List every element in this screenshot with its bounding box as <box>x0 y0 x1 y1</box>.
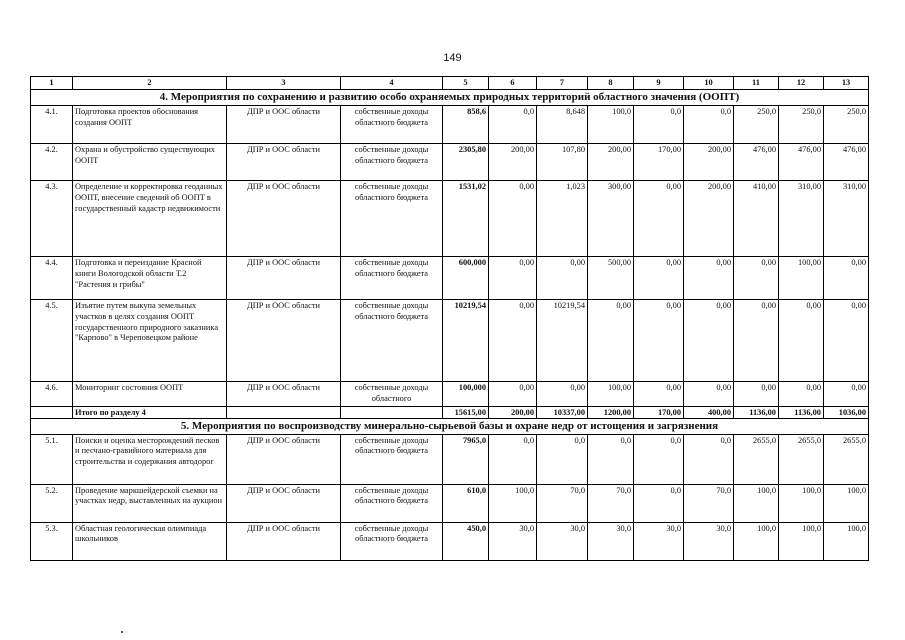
scan-speck <box>121 631 123 633</box>
table-row <box>31 522 869 560</box>
year-value: 310,00 <box>824 181 869 257</box>
total-value: 858,6 <box>443 106 489 144</box>
total-year-value: 10337,00 <box>537 406 588 418</box>
executor: ДПР и ООС области <box>227 300 341 382</box>
column-number: 8 <box>588 77 634 90</box>
empty-cell <box>31 406 73 418</box>
year-value: 0,00 <box>489 257 537 300</box>
measure-name: Подготовка проектов обоснования создания ООПТ <box>73 106 227 144</box>
funding-source: собственные доходы областного бюджета <box>341 522 443 560</box>
year-value: 0,0 <box>537 434 588 484</box>
year-value: 300,00 <box>588 181 634 257</box>
row-number: 5.2. <box>31 484 73 522</box>
year-value: 0,0 <box>588 434 634 484</box>
row-number: 4.2. <box>31 144 73 181</box>
funding-source: собственные доходы областного бюджета <box>341 434 443 484</box>
measure-name: Поиски и оценка месторождений песков и песчано-гравийного материала для строительства и содержания автодорог <box>73 434 227 484</box>
measure-name: Изъятие путем выкупа земельных участков в целях создания ООПТ государственного природного заказника "Карпово" в Череповецком районе <box>73 300 227 382</box>
section-heading <box>31 90 869 106</box>
row-number: 4.6. <box>31 382 73 407</box>
funding-source: собственные доходы областного бюджета <box>341 484 443 522</box>
year-value: 2655,0 <box>734 434 779 484</box>
funding-source: собственные доходы областного бюджета <box>341 144 443 181</box>
measure-name: Мониторинг состояния ООПТ <box>73 382 227 407</box>
total-year-value: 1136,00 <box>779 406 824 418</box>
year-value: 250,0 <box>824 106 869 144</box>
empty-cell <box>227 406 341 418</box>
year-value: 250,0 <box>779 106 824 144</box>
year-value: 100,0 <box>779 522 824 560</box>
measure-name: Определение и корректировка геоданных ООПТ, внесение сведений об ООПТ в государственный кадастр недвижимости <box>73 181 227 257</box>
funding-source: собственные доходы областного бюджета <box>341 300 443 382</box>
total-year-value: 200,00 <box>489 406 537 418</box>
total-value: 15615,00 <box>443 406 489 418</box>
total-year-value: 170,00 <box>634 406 684 418</box>
column-number: 4 <box>341 77 443 90</box>
year-value: 410,00 <box>734 181 779 257</box>
year-value: 170,00 <box>634 144 684 181</box>
year-value: 0,00 <box>824 257 869 300</box>
row-number: 4.5. <box>31 300 73 382</box>
total-year-value: 1036,00 <box>824 406 869 418</box>
year-value: 0,0 <box>489 106 537 144</box>
year-value: 30,0 <box>588 522 634 560</box>
year-value: 0,00 <box>684 300 734 382</box>
year-value: 200,00 <box>684 144 734 181</box>
total-value: 450,0 <box>443 522 489 560</box>
year-value: 107,80 <box>537 144 588 181</box>
column-number: 11 <box>734 77 779 90</box>
column-number: 1 <box>31 77 73 90</box>
year-value: 0,0 <box>489 434 537 484</box>
column-number: 12 <box>779 77 824 90</box>
row-number: 5.1. <box>31 434 73 484</box>
year-value: 100,0 <box>489 484 537 522</box>
year-value: 476,00 <box>779 144 824 181</box>
executor: ДПР и ООС области <box>227 484 341 522</box>
total-year-value: 1136,00 <box>734 406 779 418</box>
executor: ДПР и ООС области <box>227 434 341 484</box>
page-number: 149 <box>443 52 462 64</box>
year-value: 0,00 <box>779 382 824 407</box>
executor: ДПР и ООС области <box>227 144 341 181</box>
section-4-title: 4. Мероприятия по сохранению и развитию особо охраняемых природных территорий областного значения (ООПТ) <box>31 90 869 106</box>
year-value: 2655,0 <box>824 434 869 484</box>
year-value: 0,00 <box>779 300 824 382</box>
year-value: 0,00 <box>634 300 684 382</box>
year-value: 0,0 <box>634 484 684 522</box>
total-value: 2305,80 <box>443 144 489 181</box>
column-number: 13 <box>824 77 869 90</box>
section-total-row <box>31 406 869 418</box>
measure-name: Областная геологическая олимпиада школьников <box>73 522 227 560</box>
year-value: 250,0 <box>734 106 779 144</box>
measure-name: Проведение маркшейдерской съемки на участках недр, выставленных на аукцион <box>73 484 227 522</box>
year-value: 0,0 <box>634 434 684 484</box>
executor: ДПР и ООС области <box>227 106 341 144</box>
row-number: 4.1. <box>31 106 73 144</box>
year-value: 200,00 <box>588 144 634 181</box>
year-value: 70,0 <box>588 484 634 522</box>
column-number: 9 <box>634 77 684 90</box>
table-row <box>31 257 869 300</box>
table-row <box>31 382 869 407</box>
column-number: 2 <box>73 77 227 90</box>
column-number: 10 <box>684 77 734 90</box>
year-value: 100,00 <box>588 382 634 407</box>
year-value: 100,0 <box>588 106 634 144</box>
table-row <box>31 144 869 181</box>
program-measures-table <box>30 76 869 561</box>
year-value: 476,00 <box>734 144 779 181</box>
row-number: 5.3. <box>31 522 73 560</box>
section-5-title: 5. Мероприятия по воспроизводству минерально-сырьевой базы и охране недр от истощения и загрязнения <box>31 418 869 434</box>
year-value: 1,023 <box>537 181 588 257</box>
year-value: 30,0 <box>684 522 734 560</box>
total-value: 600,000 <box>443 257 489 300</box>
table-row <box>31 484 869 522</box>
year-value: 0,00 <box>824 300 869 382</box>
table-row <box>31 434 869 484</box>
year-value: 200,00 <box>489 144 537 181</box>
year-value: 30,0 <box>537 522 588 560</box>
total-value: 610,0 <box>443 484 489 522</box>
year-value: 0,00 <box>734 257 779 300</box>
column-number: 6 <box>489 77 537 90</box>
year-value: 310,00 <box>779 181 824 257</box>
funding-source: собственные доходы областного <box>341 382 443 407</box>
year-value: 70,0 <box>537 484 588 522</box>
total-year-value: 400,00 <box>684 406 734 418</box>
year-value: 0,00 <box>489 382 537 407</box>
year-value: 0,00 <box>634 257 684 300</box>
year-value: 100,00 <box>779 257 824 300</box>
year-value: 0,00 <box>734 300 779 382</box>
table-row <box>31 181 869 257</box>
total-value: 7965,0 <box>443 434 489 484</box>
total-value: 1531,02 <box>443 181 489 257</box>
year-value: 100,0 <box>824 484 869 522</box>
year-value: 0,00 <box>588 300 634 382</box>
year-value: 0,00 <box>684 382 734 407</box>
year-value: 30,0 <box>634 522 684 560</box>
column-number-row <box>31 77 869 90</box>
empty-cell <box>341 406 443 418</box>
year-value: 10219,54 <box>537 300 588 382</box>
year-value: 200,00 <box>684 181 734 257</box>
year-value: 8,648 <box>537 106 588 144</box>
year-value: 0,00 <box>537 382 588 407</box>
year-value: 0,00 <box>634 181 684 257</box>
year-value: 0,00 <box>634 382 684 407</box>
year-value: 0,00 <box>684 257 734 300</box>
column-number: 7 <box>537 77 588 90</box>
total-label: Итого по разделу 4 <box>73 406 227 418</box>
total-value: 10219,54 <box>443 300 489 382</box>
year-value: 70,0 <box>684 484 734 522</box>
funding-source: собственные доходы областного бюджета <box>341 257 443 300</box>
executor: ДПР и ООС области <box>227 382 341 407</box>
total-value: 100,000 <box>443 382 489 407</box>
table-row <box>31 300 869 382</box>
row-number: 4.3. <box>31 181 73 257</box>
row-number: 4.4. <box>31 257 73 300</box>
year-value: 0,0 <box>684 434 734 484</box>
year-value: 0,00 <box>734 382 779 407</box>
measure-name: Охрана и обустройство существующих ООПТ <box>73 144 227 181</box>
table-row <box>31 106 869 144</box>
funding-source: собственные доходы областного бюджета <box>341 181 443 257</box>
executor: ДПР и ООС области <box>227 522 341 560</box>
year-value: 100,0 <box>779 484 824 522</box>
year-value: 2655,0 <box>779 434 824 484</box>
year-value: 0,0 <box>634 106 684 144</box>
executor: ДПР и ООС области <box>227 257 341 300</box>
year-value: 100,0 <box>734 522 779 560</box>
year-value: 500,00 <box>588 257 634 300</box>
column-number: 5 <box>443 77 489 90</box>
year-value: 100,0 <box>824 522 869 560</box>
executor: ДПР и ООС области <box>227 181 341 257</box>
year-value: 0,00 <box>489 181 537 257</box>
year-value: 0,00 <box>489 300 537 382</box>
year-value: 0,00 <box>824 382 869 407</box>
funding-source: собственные доходы областного бюджета <box>341 106 443 144</box>
section-heading <box>31 418 869 434</box>
year-value: 30,0 <box>489 522 537 560</box>
column-number: 3 <box>227 77 341 90</box>
year-value: 476,00 <box>824 144 869 181</box>
year-value: 0,00 <box>537 257 588 300</box>
year-value: 100,0 <box>734 484 779 522</box>
total-year-value: 1200,00 <box>588 406 634 418</box>
measure-name: Подготовка и переиздание Красной книги Вологодской области Т.2 "Растения и грибы" <box>73 257 227 300</box>
year-value: 0,0 <box>684 106 734 144</box>
